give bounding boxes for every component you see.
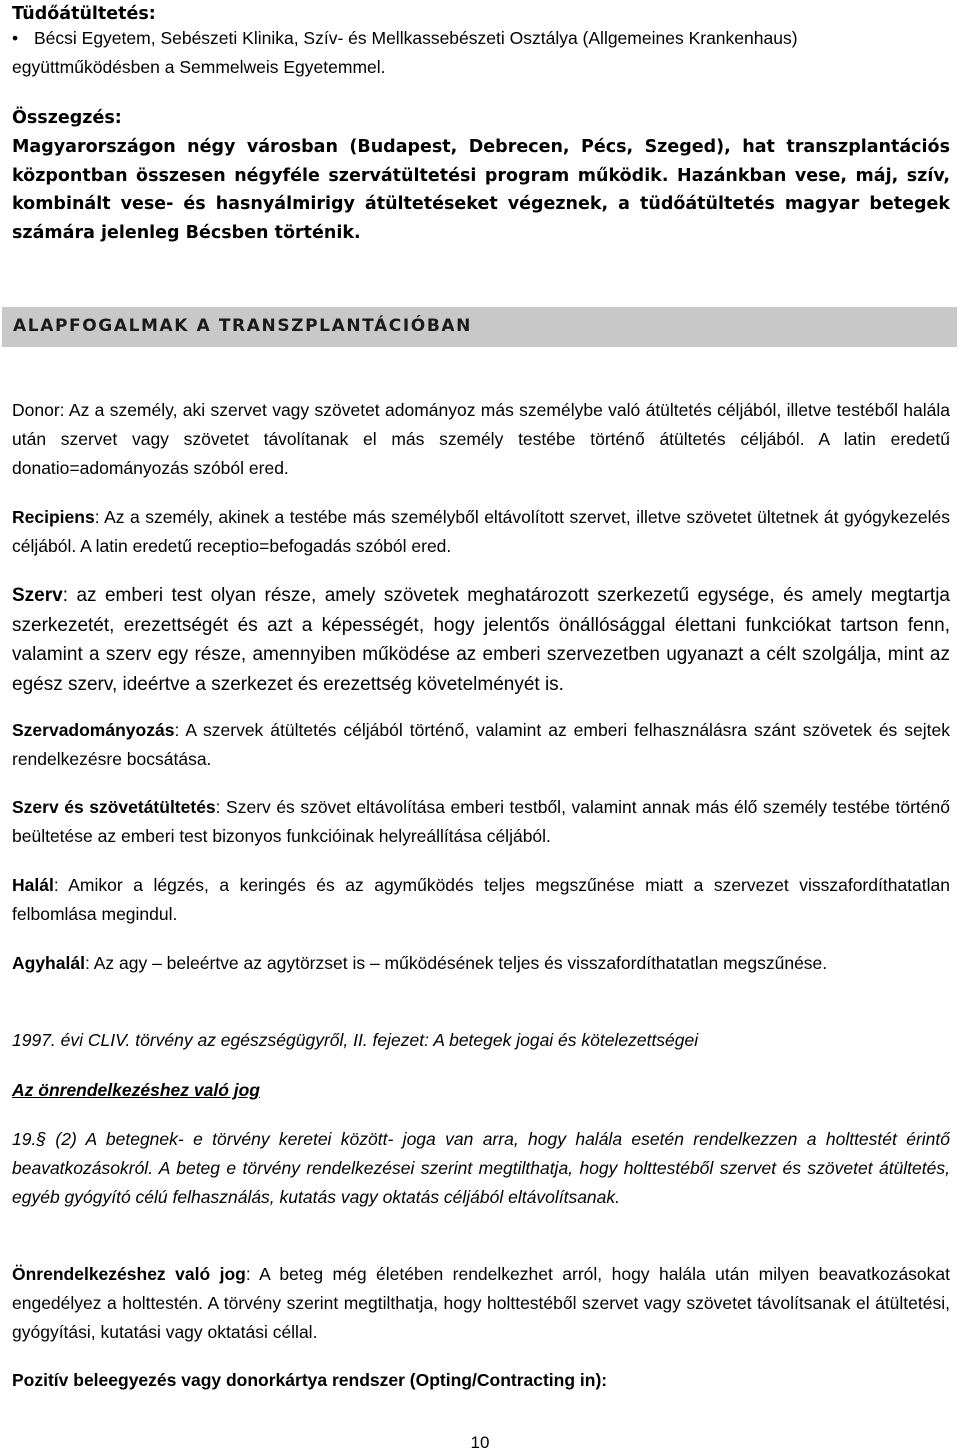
summary-body: Magyarországon négy városban (Budapest, Debrecen, Pécs, Szeged), hat transzplantációs központban összesen négyféle szervátültetési program működik. Hazánkban vese, máj, szív, kombinált vese- és hasnyálmirigy átültetéseket végeznek, a tüdőátültetés magyar betegek számára jelenleg Bécsben történik. [12, 137, 950, 243]
section-title-bar [2, 307, 957, 347]
law-citation: 1997. évi CLIV. törvény az egészségügyről, II. fejezet: A betegek jogai és kötelezettségei [12, 1030, 699, 1050]
term-onrendelkezes: Önrendelkezéshez való jog [12, 1264, 246, 1284]
halal-text: : Amikor a légzés, a keringés és az agyműködés teljes megszűnése miatt a szervezet visszafordíthatatlan felbomlása megindul. [12, 875, 950, 924]
bullet-icon: • [12, 28, 19, 48]
szervatultetes-text: : Szerv és szövet eltávolítása emberi testből, valamint annak más élő személy testébe történő beültetése az emberi test bizonyos funkcióinak helyreállítása céljából. [12, 797, 950, 846]
szervadomanyozas-text: : A szervek átültetés céljából történő, valamint az emberi felhasználásra szánt szövetek és sejtek rendelkezésre bocsátása. [12, 720, 950, 769]
agyhalal-definition [12, 949, 950, 978]
szervatultetes-definition [12, 793, 950, 851]
donor-definition [12, 396, 950, 483]
recipiens-definition [12, 503, 950, 561]
term-donor: Donor [12, 400, 60, 420]
term-szervadomanyozas: Szervadományozás [12, 720, 175, 740]
term-recipiens: Recipiens [12, 507, 95, 527]
bullet-item-text: Bécsi Egyetem, Sebészeti Klinika, Szív- és Mellkassebészeti Osztálya (Allgemeines Krankenhaus) együttműködésben a Semmelweis Egyetemmel. [12, 28, 798, 77]
law-subheading: Az önrendelkezéshez való jog [12, 1080, 260, 1100]
page-number: 10 [470, 1433, 490, 1452]
donor-text: : Az a személy, aki szervet vagy szövetet adományoz más személybe való átültetés céljából, illetve testéből halála után szervet vagy szövetet távolítanak el más személy testébe történő átültetés céljából. A latin eredetű donatio=adományozás szóból ered. [12, 400, 950, 478]
agyhalal-text: : Az agy – beleértve az agytörzset is – működésének teljes és visszafordíthatatlan megszűnése. [84, 953, 828, 973]
term-halal: Halál [12, 875, 54, 895]
onrendelkezes-text: : A beteg még életében rendelkezhet arról, hogy halála után milyen beavatkozásokat engedélyez a holttestén. A törvény szerint megtilthatja, hogy holttestéből szervet vagy szövetet távolítsanak el átültetési, gyógyítási, kutatási vagy oktatási céllal. [12, 1264, 951, 1342]
term-szervatultetes: Szerv és szövetátültetés [12, 797, 216, 817]
law-paragraph: 19.§ (2) A betegnek- e törvény keretei között- joga van arra, hogy halála esetén rendelkezzen a holttestét érintő beavatkozásokról. A beteg e törvény rendelkezései szerint megtilthatja, hogy holttestéből szervet és szövetet átültetés, egyéb gyógyító célú felhasználás, kutatás vagy oktatás céljából eltávolítsanak. [12, 1129, 950, 1207]
opting-heading: Pozitív beleegyezés vagy donorkártya rendszer (Opting/Contracting in): [12, 1370, 608, 1390]
recipiens-text: : Az a személy, akinek a testébe más személyből eltávolított szervet, illetve szövetet ültetnek át gyógykezelés céljából. A latin eredetű receptio=befogadás szóból ered. [12, 507, 950, 556]
lung-transplant-heading: Tüdőátültetés: [12, 4, 156, 24]
term-szerv: Szerv [12, 585, 63, 606]
section-title: ALAPFOGALMAK A TRANSZPLANTÁCIÓBAN [13, 316, 472, 336]
halal-definition [12, 871, 950, 929]
szerv-text: : az emberi test olyan része, amely szövetek meghatározott szerkezetű egysége, és amely megtartja szerkezetét, erezettségét és azt a képességét, hogy jelentős önállósággal élettani funkciókat tartson fenn, valamint a szerv egy része, amennyiben működése az emberi szervezetben ugyanazt a célt szolgálja, mint az egész szerv, ideértve a szerkezet és erezettség követelményét is. [12, 585, 950, 695]
summary-heading: Összegzés: [12, 108, 122, 128]
onrendelkezes-definition [12, 1260, 950, 1347]
szervadomanyozas-definition [12, 716, 950, 774]
term-agyhalal: Agyhalál [12, 953, 85, 973]
szerv-definition [12, 581, 950, 699]
bullet-item [12, 24, 948, 82]
